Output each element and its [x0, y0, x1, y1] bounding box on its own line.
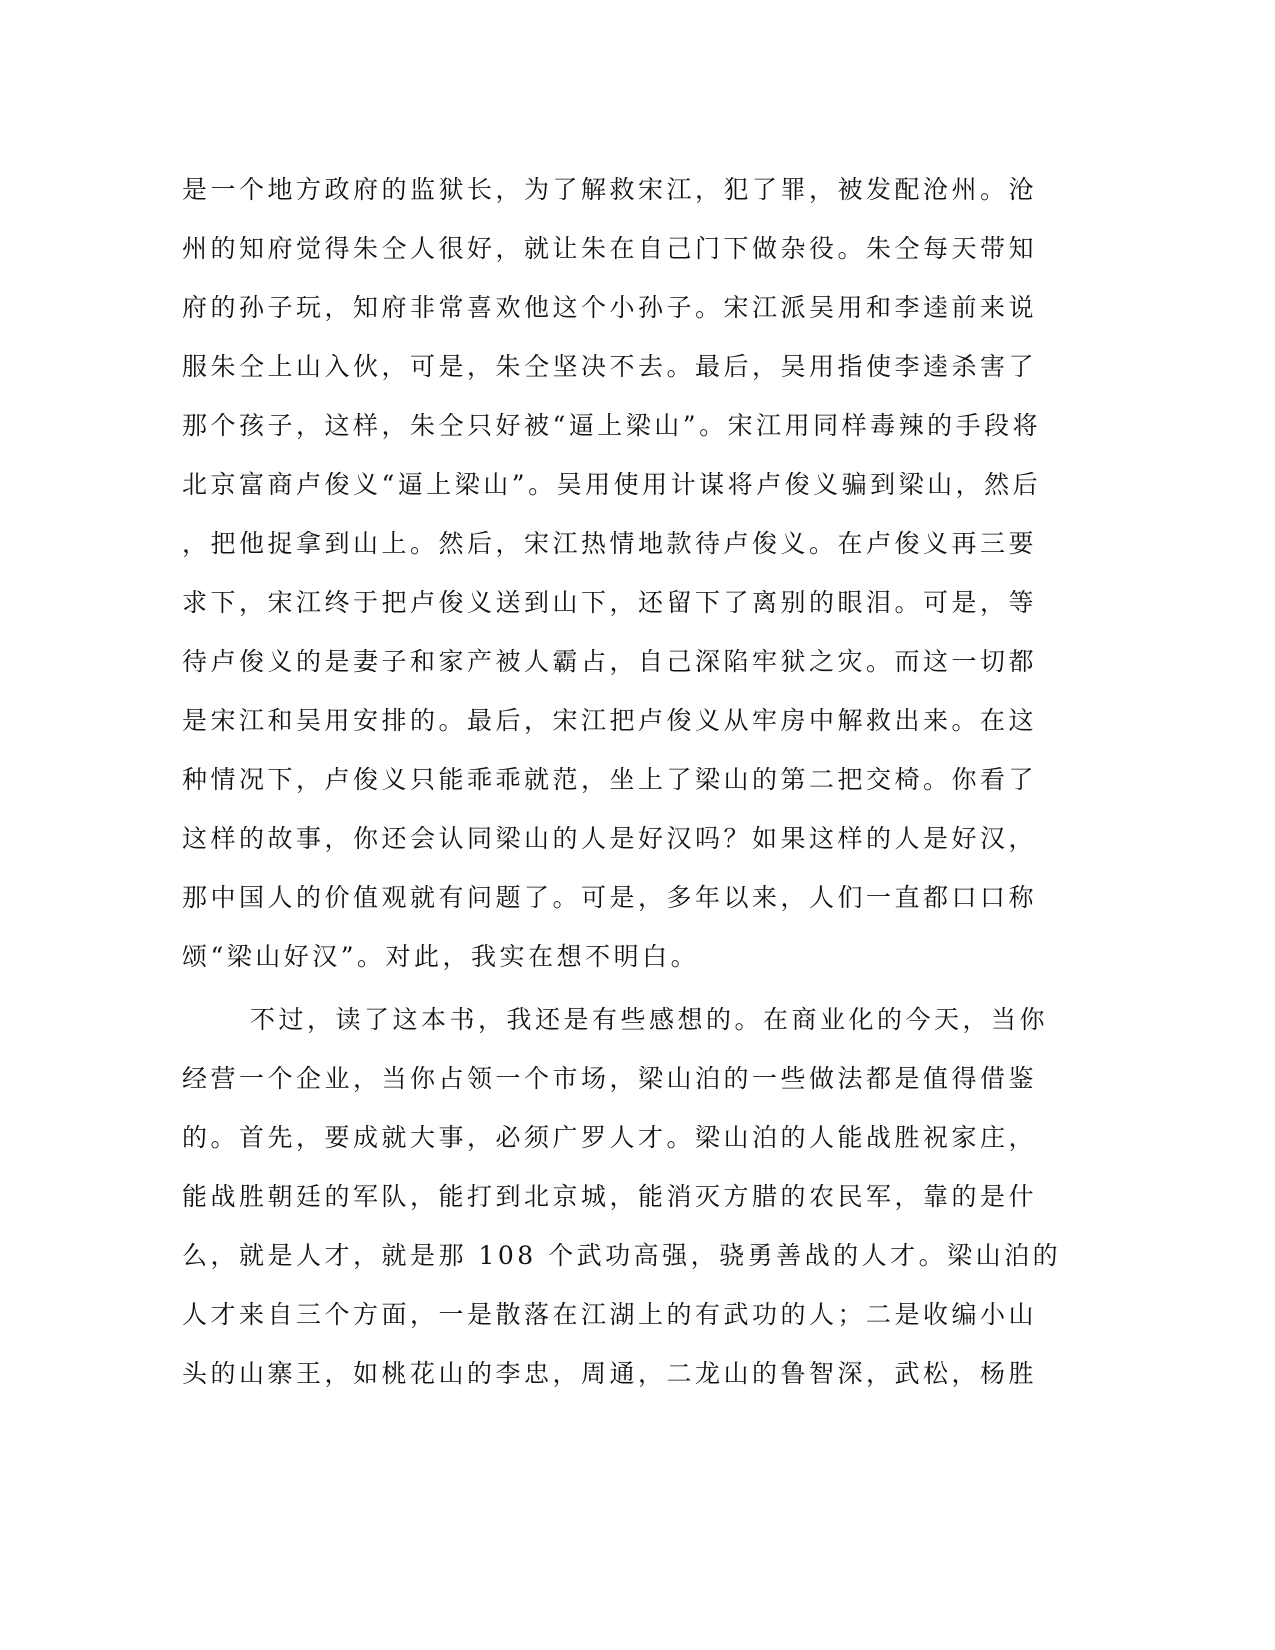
text-line: 颂“梁山好汉”。对此，我实在想不明白。 [182, 942, 700, 971]
text-line: 求下，宋江终于把卢俊义送到山下，还留下了离别的眼泪。可是，等 [182, 588, 1038, 617]
text-line: 待卢俊义的是妻子和家产被人霸占，自己深陷牢狱之灾。而这一切都 [182, 647, 1038, 676]
text-line: 头的山寨王，如桃花山的李忠，周通，二龙山的鲁智深，武松，杨胜 [182, 1359, 1038, 1388]
text-line: 的。首先，要成就大事，必须广罗人才。梁山泊的人能战胜祝家庄， [182, 1123, 1038, 1152]
text-line-indented: 不过，读了这本书，我还是有些感想的。在商业化的今天，当你 [250, 1005, 1049, 1034]
paragraph-1 [182, 160, 1062, 986]
text-line: 人才来自三个方面，一是散落在江湖上的有武功的人；二是收编小山 [182, 1300, 1038, 1329]
text-line: 么，就是人才，就是那 108 个武功高强，骁勇善战的人才。梁山泊的 [182, 1241, 1062, 1270]
text-line: 是一个地方政府的监狱长，为了解救宋江，犯了罪，被发配沧州。沧 [182, 175, 1038, 204]
text-line: 府的孙子玩，知府非常喜欢他这个小孙子。宋江派吴用和李逵前来说 [182, 293, 1038, 322]
text-line: 经营一个企业，当你占领一个市场，梁山泊的一些做法都是值得借鉴 [182, 1064, 1038, 1093]
text-line: ，把他捉拿到山上。然后，宋江热情地款待卢俊义。在卢俊义再三要 [182, 529, 1038, 558]
text-line: 服朱仝上山入伙，可是，朱仝坚决不去。最后，吴用指使李逵杀害了 [182, 352, 1038, 381]
text-line: 能战胜朝廷的军队，能打到北京城，能消灭方腊的农民军，靠的是什 [182, 1182, 1038, 1211]
text-line: 州的知府觉得朱仝人很好，就让朱在自己门下做杂役。朱仝每天带知 [182, 234, 1038, 263]
document-body [182, 160, 1062, 1403]
text-line: 那个孩子，这样，朱仝只好被“逼上梁山”。宋江用同样毒辣的手段将 [182, 411, 1042, 440]
text-line: 那中国人的价值观就有问题了。可是，多年以来，人们一直都口口称 [182, 883, 1038, 912]
text-line: 是宋江和吴用安排的。最后，宋江把卢俊义从牢房中解救出来。在这 [182, 706, 1038, 735]
text-line: 北京富商卢俊义“逼上梁山”。吴用使用计谋将卢俊义骗到梁山，然后 [182, 470, 1042, 499]
paragraph-2 [182, 990, 1062, 1403]
text-line: 种情况下，卢俊义只能乖乖就范，坐上了梁山的第二把交椅。你看了 [182, 765, 1038, 794]
text-line: 这样的故事，你还会认同梁山的人是好汉吗？如果这样的人是好汉， [182, 824, 1038, 853]
